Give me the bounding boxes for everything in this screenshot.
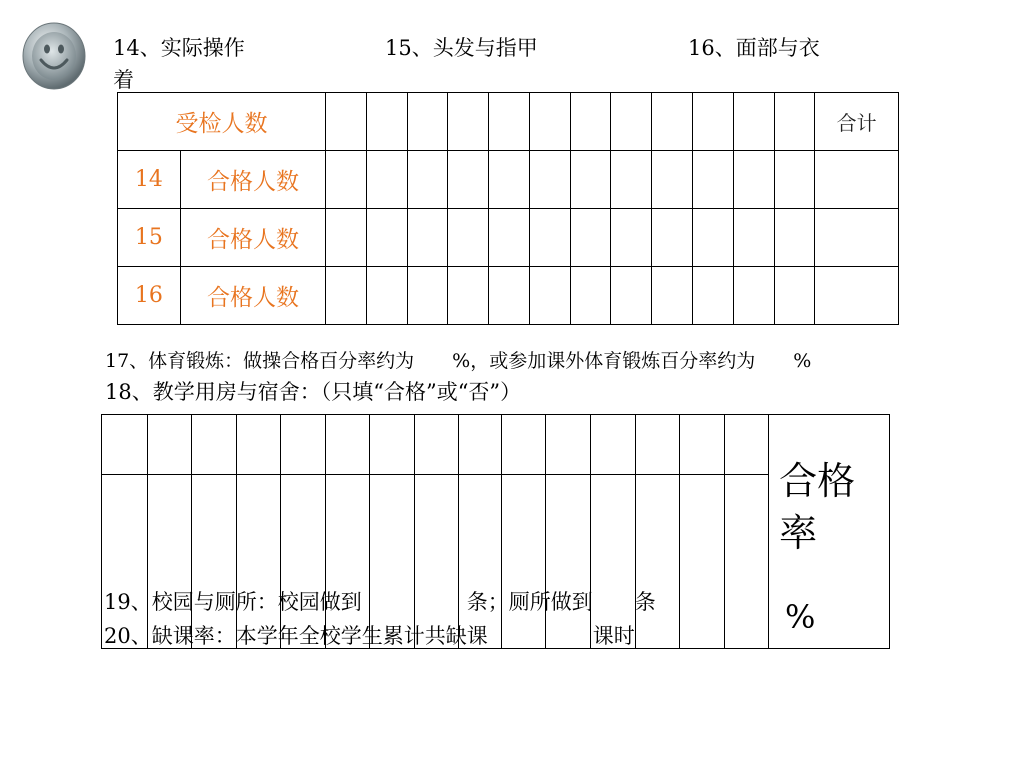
table-cell [611, 93, 652, 151]
table-cell [489, 267, 530, 325]
table-cell [326, 93, 367, 151]
qualified-count-label: 合格人数 [180, 267, 325, 325]
line-17-sports: 17、体育锻炼：做操合格百分率约为 %，或参加课外体育锻炼百分率约为 % [105, 350, 812, 372]
table-cell [680, 475, 725, 649]
table-cell [636, 415, 680, 475]
pass-rate-label-line2: 率 [779, 511, 818, 555]
table-cell [733, 267, 774, 325]
line-19-campus: 19、校园与厕所：校园做到 条；厕所做到 条 [104, 590, 656, 614]
table-cell [326, 267, 367, 325]
table-cell [366, 151, 407, 209]
smiley-logo-icon [22, 22, 86, 90]
table-cell [366, 93, 407, 151]
header-item-16: 16、面部与衣 [688, 36, 820, 60]
table-cell [366, 267, 407, 325]
table-cell [502, 415, 546, 475]
header-item-16-wrap: 着 [113, 68, 134, 92]
table-cell [489, 151, 530, 209]
table-cell [529, 93, 570, 151]
table-cell [529, 209, 570, 267]
inspection-table [117, 92, 899, 325]
table-cell [326, 151, 367, 209]
table-cell [652, 267, 693, 325]
table-cell [570, 151, 611, 209]
table-cell [733, 209, 774, 267]
table-cell [369, 415, 414, 475]
table-cell [236, 415, 280, 475]
table-cell [636, 475, 680, 649]
table-row [102, 415, 890, 475]
table-cell [652, 151, 693, 209]
table-cell [546, 415, 591, 475]
percent-sign: % [785, 598, 816, 636]
table-cell [652, 209, 693, 267]
table-cell [692, 93, 733, 151]
table-cell [529, 267, 570, 325]
qualified-count-label: 合格人数 [180, 151, 325, 209]
table-cell [529, 151, 570, 209]
table-cell [774, 209, 815, 267]
line-18-buildings: 18、教学用房与宿舍：（只填“合格”或“否”） [105, 380, 522, 404]
table-cell [692, 267, 733, 325]
table-cell [692, 151, 733, 209]
table-cell [407, 93, 448, 151]
examined-count-label: 受检人数 [118, 93, 326, 151]
table-cell [325, 415, 369, 475]
table-cell [591, 415, 636, 475]
table-cell [692, 209, 733, 267]
table-cell [725, 475, 769, 649]
table-cell [489, 93, 530, 151]
table-cell [611, 151, 652, 209]
table-cell [570, 267, 611, 325]
qualified-count-label: 合格人数 [180, 209, 325, 267]
row-number: 15 [118, 209, 181, 267]
table-cell [774, 267, 815, 325]
table-cell [733, 93, 774, 151]
table-cell [448, 151, 489, 209]
table-cell [815, 209, 899, 267]
table-cell [102, 415, 148, 475]
table-cell [191, 415, 236, 475]
table-cell [366, 209, 407, 267]
table-cell [733, 151, 774, 209]
line-20-absence: 20、缺课率：本学年全校学生累计共缺课 课时 [104, 624, 635, 648]
table-cell [448, 209, 489, 267]
header-item-15: 15、头发与指甲 [385, 36, 538, 60]
table-cell [448, 267, 489, 325]
table-header-row [118, 93, 899, 151]
header-item-14: 14、实际操作 [113, 36, 245, 60]
table-cell [407, 209, 448, 267]
table-cell [774, 151, 815, 209]
table-cell [280, 415, 325, 475]
table-cell [570, 209, 611, 267]
table-cell [815, 151, 899, 209]
table-cell [570, 93, 611, 151]
table-cell [680, 415, 725, 475]
table-row [118, 209, 899, 267]
row-number: 16 [118, 267, 181, 325]
table-cell [326, 209, 367, 267]
table-cell [407, 267, 448, 325]
table-cell [147, 415, 191, 475]
table-cell [448, 93, 489, 151]
table-cell [414, 415, 458, 475]
table-cell [652, 93, 693, 151]
table-cell [611, 209, 652, 267]
table-row [118, 267, 899, 325]
table-cell [815, 267, 899, 325]
table-cell [458, 415, 502, 475]
table-cell [774, 93, 815, 151]
table-cell [725, 415, 769, 475]
pass-rate-label-line1: 合格 [779, 459, 856, 503]
row-number: 14 [118, 151, 181, 209]
table-cell [489, 209, 530, 267]
table-cell [407, 151, 448, 209]
total-label: 合计 [815, 93, 899, 151]
table-row [118, 151, 899, 209]
table-cell [611, 267, 652, 325]
